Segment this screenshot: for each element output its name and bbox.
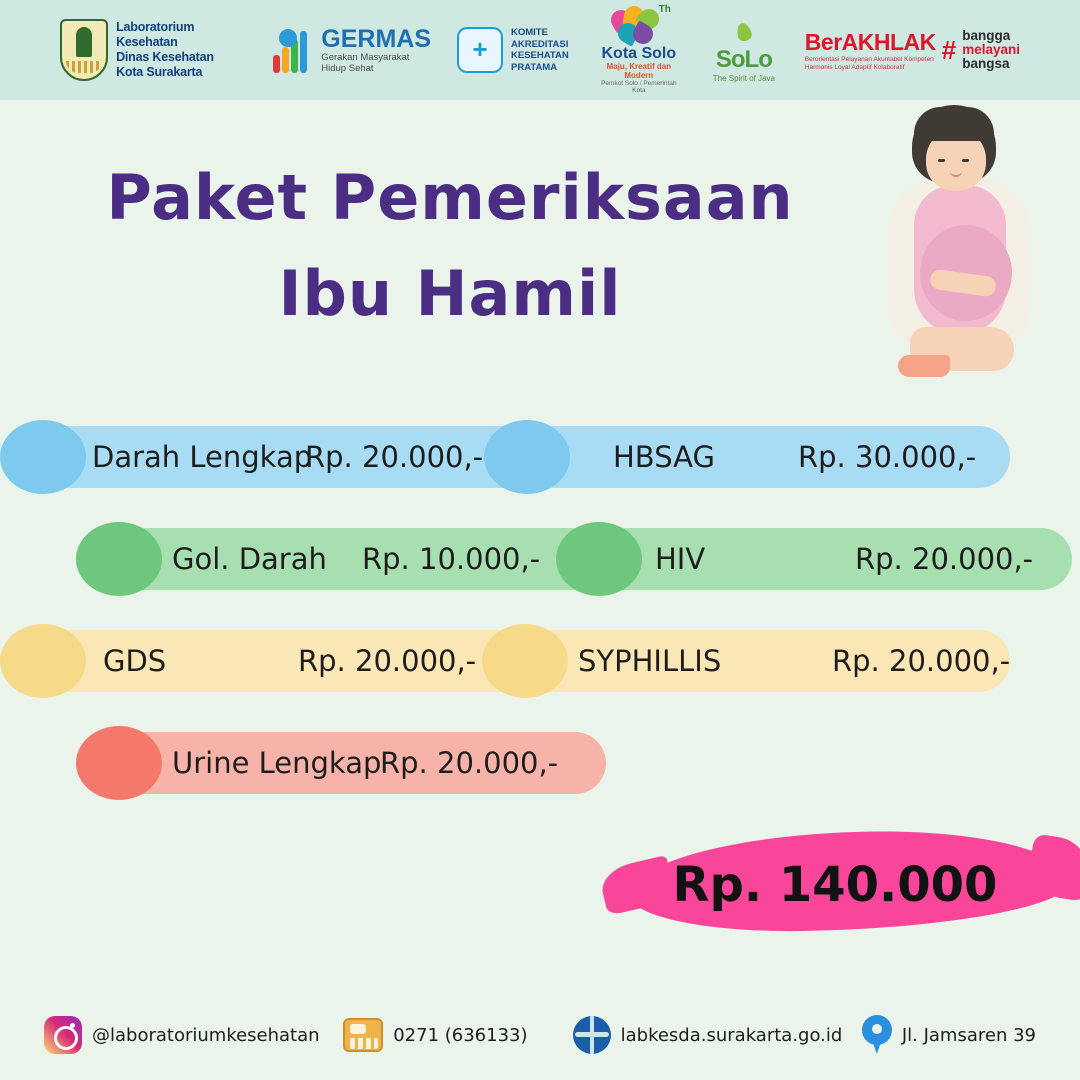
komite-line3: KESEHATAN [511,50,569,61]
map-pin-icon [862,1015,892,1055]
test-name-hiv: HIV [655,542,706,576]
page-title-line2: Ibu Hamil [278,257,622,330]
table-row [0,420,1080,492]
logo-spirit-of-java [709,18,779,83]
germas-sub1: Gerakan Masyarakat [321,51,410,63]
total-price-badge [600,820,1070,950]
website-url: labkesda.surakarta.go.id [620,1024,843,1046]
solo-anniversary-label: Th [658,3,671,15]
logo-berakhlak [805,29,1020,72]
test-name-hbsag: HBSAG [613,440,715,474]
total-price-amount: Rp. 140.000 [672,857,998,913]
germas-people-icon [273,27,313,73]
berakhlak-word: BerAKHLAK [804,28,936,55]
page-title-line1: Paket Pemeriksaan [106,161,794,234]
solo-leaf-drop-icon [735,21,753,42]
table-row [0,624,1080,696]
test-name-gds: GDS [103,644,167,678]
solo-tagline-secondary: Pemkot Solo / Pemerintah Kota [601,80,677,95]
phone-number: 0271 (636133) [393,1024,528,1046]
test-price-syphillis: Rp. 20.000,- [832,644,1011,678]
surakarta-city-crest-icon [60,19,108,81]
lab-name-line3: Kota Surakarta [116,65,203,79]
globe-icon [573,1016,611,1054]
test-price-hbsag: Rp. 30.000,- [798,440,977,474]
address-text: Jl. Jamsaren 39 [901,1024,1036,1046]
komite-line2: AKREDITASI [511,38,569,50]
germas-sub2: Hidup Sehat [321,62,374,74]
logo-germas [273,24,431,74]
footer-phone[interactable] [343,1018,572,1052]
row-dot-left-green [76,522,162,596]
komite-line1: KOMITE [511,27,548,38]
hashtag-icon: # [941,34,957,65]
lab-name-line1: Laboratorium Kesehatan [116,20,195,49]
solo-name: Kota Solo [601,44,677,62]
price-list [0,420,1080,828]
test-price-darah-lengkap: Rp. 20.000,- [305,440,484,474]
test-price-gol-darah: Rp. 10.000,- [362,542,541,576]
instagram-icon [44,1016,82,1054]
logo-kota-solo [595,3,683,95]
komite-line4: PRATAMA [511,61,558,73]
berakhlak-sub2: Harmonis Loyal Adaptif Kolaboratif [804,63,905,71]
footer-address[interactable] [862,1015,1036,1055]
bangga-line1: bangga [962,28,1011,43]
row-dot-left-red [76,726,162,800]
test-name-syphillis: SYPHILLIS [578,644,722,678]
row-dot-left-blue [0,420,86,494]
footer-website[interactable] [573,1016,862,1054]
table-row [0,522,1080,594]
lab-name-line2: Dinas Kesehatan [116,50,214,64]
germas-title: GERMAS [321,24,431,53]
bangga-line2: melayani [962,42,1021,57]
test-name-darah-lengkap: Darah Lengkap [92,440,313,474]
logo-dinas-kesehatan [60,19,247,81]
berakhlak-sub1: Berorientasi Pelayanan Akuntabel Kompeten [804,55,934,63]
test-name-urine-lengkap: Urine Lengkap [172,746,382,780]
header-logo-band [0,0,1080,100]
test-name-gol-darah: Gol. Darah [172,542,327,576]
bangga-line3: bangsa [962,56,1010,71]
page-title [0,150,900,342]
spirit-word: SoLo [715,45,772,73]
row-dot-left-yellow [0,624,86,698]
instagram-handle: @laboratoriumkesehatan [92,1024,320,1046]
row-dot-right-green [556,522,642,596]
row-dot-right-yellow [482,624,568,698]
spirit-subtitle: The Spirit of Java [712,73,775,83]
pregnant-woman-illustration [870,105,1050,385]
logo-komite-akreditasi [457,27,569,73]
footer-instagram[interactable] [44,1016,343,1054]
table-row [0,726,1080,798]
row-dot-right-blue [484,420,570,494]
test-price-gds: Rp. 20.000,- [298,644,477,678]
telephone-icon [343,1018,383,1052]
test-price-urine-lengkap: Rp. 20.000,- [380,746,559,780]
health-cross-badge-icon [457,27,503,73]
solo-tagline: Maju, Kreatif dan Modern [606,62,672,81]
test-price-hiv: Rp. 20.000,- [855,542,1034,576]
footer-contact-bar [0,1008,1080,1062]
solo-flower-icon [611,3,671,46]
